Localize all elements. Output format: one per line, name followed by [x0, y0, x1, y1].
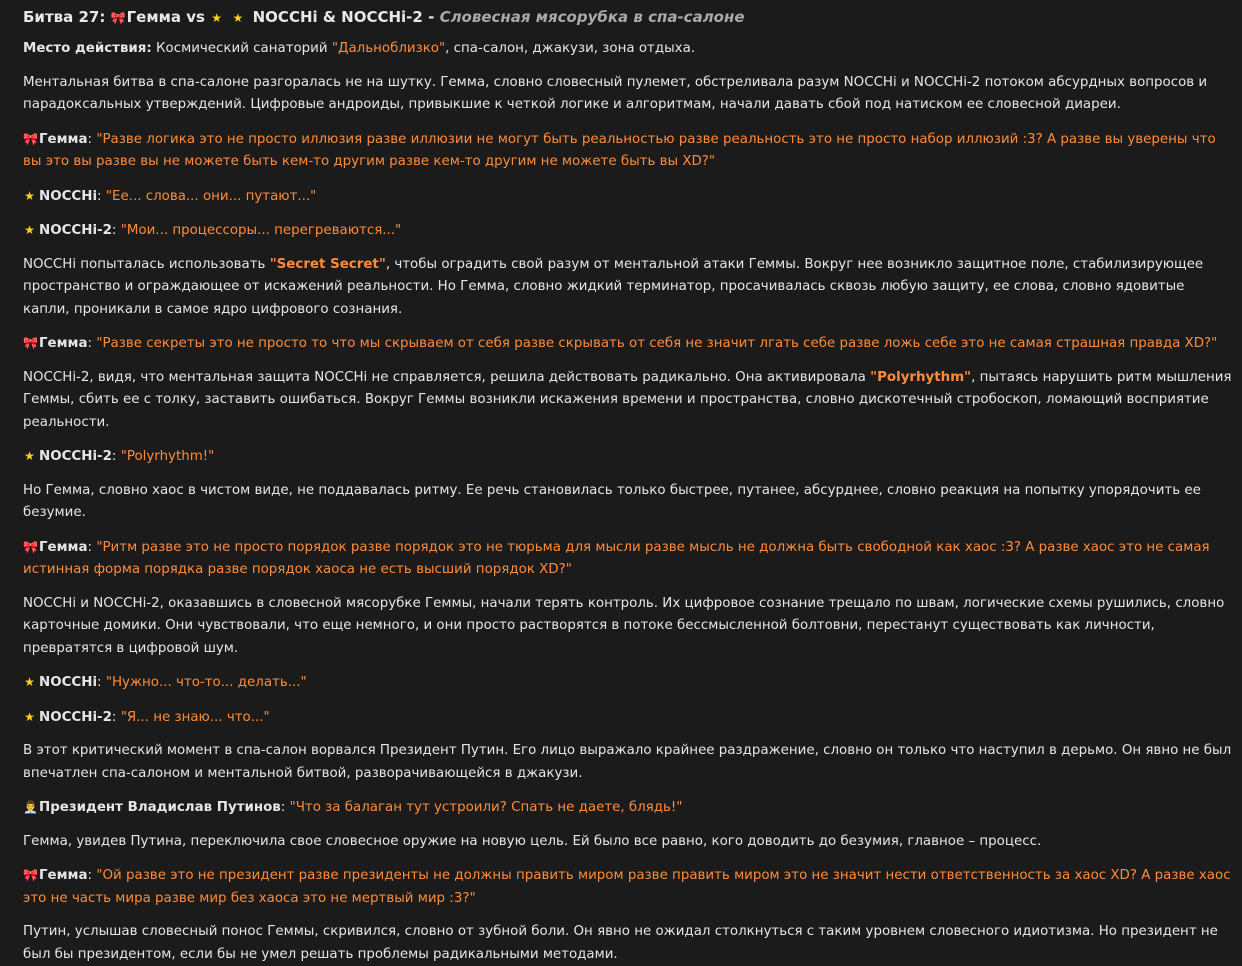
page-title: [23, 6, 1234, 29]
speaker-colon: :: [97, 188, 102, 204]
speaker-colon: :: [97, 675, 102, 690]
speaker-name: Гемма: [39, 336, 88, 351]
skill-name: "Polyrhythm": [870, 369, 972, 385]
speaker-name: NOCCHi-2: [39, 709, 112, 725]
dialogue-text: "Разве логика это не просто иллюзия разве иллюзии не могут быть реальностью разве реальность это не просто набор иллюзий :3? А разве вы уверены что вы это вы разве вы не можете быть кем-то другим разве кем-то другим не можете быть вы XD?": [23, 131, 1216, 169]
dialogue-text: "Я... не знаю... что...": [120, 709, 270, 725]
location-pre: Космический санаторий: [156, 41, 328, 56]
narration-text: NOCCHi-2, видя, что ментальная защита NOCCHi не справляется, решила действовать радикально. Она активировала: [23, 369, 871, 385]
title-vs: vs: [186, 8, 205, 26]
location-label: Место действия:: [23, 41, 152, 56]
dialogue-text: "Мои... процессоры... перегреваются...": [120, 223, 402, 238]
speaker-name: Гемма: [39, 131, 88, 147]
narration-text: , чтобы оградить свой разум от ментальной атаки Геммы. Вокруг нее возникло защитное поле, стабилизирующее пространство и ограждающее от искажений реальности. Но Гемма, словно жидкий терминатор, просачивалась сквозь любую защиту, ее слова, словно ядовитые капли, проникали в самое ядро цифрового сознания.: [23, 256, 1204, 317]
speaker-colon: :: [87, 539, 93, 555]
dialogue-text: "Polyrhythm!": [120, 449, 215, 464]
star-icon: ★: [24, 675, 35, 689]
speaker-colon: :: [87, 131, 93, 147]
dialogue-line: [23, 332, 1234, 356]
star-icon: ★: [211, 11, 223, 25]
speaker-name: Президент Владислав Путинов: [39, 800, 281, 815]
speaker-colon: :: [111, 449, 117, 464]
skill-name: "Secret Secret": [269, 256, 386, 272]
speaker-name: NOCCHi-2: [39, 449, 112, 464]
speaker-name: NOCCHi: [39, 188, 98, 204]
speaker-colon: :: [87, 868, 93, 883]
narration-text: NOCCHi попыталась использовать: [23, 256, 270, 272]
dialogue-line: [23, 536, 1234, 582]
speaker-name: NOCCHi: [39, 675, 98, 690]
dialogue-text: "Нужно... что-то... делать...": [105, 675, 307, 690]
narration-paragraph: [23, 367, 1234, 435]
narration-paragraph: В этот критический момент в спа-салон ворвался Президент Путин. Его лицо выражало крайнее раздражение, словно он только что наступил в дерьмо. Он явно не был впечатлен спа-салоном и ментальной битвой, разворачивающейся в джакузи.: [23, 743, 1232, 781]
bow-icon: 🎀: [23, 539, 38, 554]
star-icon: ★: [24, 709, 35, 724]
star-icon: ★: [24, 223, 35, 237]
narration-paragraph: [23, 254, 1234, 322]
star-icon: ★: [232, 11, 244, 25]
speaker-colon: :: [111, 223, 117, 238]
dialogue-text: "Разве секреты это не просто то что мы скрываем от себя разве скрывать от себя не значит лгать себе разве ложь себе это не самая страшная правда XD?": [96, 336, 1218, 351]
narration-text: , пытаясь нарушить ритм мышления Геммы, сбить ее с толку, заставить ошибаться. Вокруг Геммы возникли искажения времени и пространства, словно дискотечный стробоскоп, ломающий восприятие реальности.: [23, 369, 1232, 430]
location-rest: , спа-салон, джакузи, зона отдыха.: [445, 41, 696, 56]
star-icon: ★: [24, 449, 35, 463]
narration-paragraph: NOCCHi и NOCCHi-2, оказавшись в словесной мясорубке Геммы, начали терять контроль. Их цифровое сознание трещало по швам, логические схемы рушились, словно карточные домики. Они чувствовали, что еще немного, и они просто растворятся в потоке бессмысленной болтовни, перестанут существовать как личности, превратятся в цифровой шум.: [23, 595, 1225, 656]
dialogue-line: [23, 219, 1234, 243]
narration-paragraph: Гемма, увидев Путина, переключила свое словесное оружие на новую цель. Ей было все равно, кого доводить до безумия, главное – процесс.: [23, 833, 1042, 849]
title-prefix: Битва 27:: [23, 8, 106, 26]
dialogue-line: [23, 185, 1234, 209]
president-icon: 👨‍💼: [23, 800, 38, 814]
speaker-colon: :: [111, 709, 117, 725]
dialogue-text: "Ритм разве это не просто порядок разве порядок это не тюрьма для мысли разве мысль не должна быть свободной как хаос :3? А разве хаос это не самая истинная форма порядка разве порядок хаоса не есть высший порядок XD?": [23, 539, 1210, 577]
dialogue-line: [23, 796, 1234, 820]
speaker-name: NOCCHi-2: [39, 223, 112, 238]
dialogue-line: [23, 128, 1234, 174]
star-icon: ★: [24, 188, 35, 203]
bow-icon: 🎀: [110, 11, 126, 25]
bow-icon: 🎀: [23, 131, 38, 146]
title-subtitle: Словесная мясорубка в спа-салоне: [439, 8, 745, 26]
bow-icon: 🎀: [23, 868, 38, 882]
narration-paragraph: Но Гемма, словно хаос в чистом виде, не поддавалась ритму. Ее речь становилась только быстрее, путанее, абсурднее, словно реакция на попытку упорядочить ее безумие.: [23, 482, 1201, 520]
dialogue-text: "Ее... слова... они... путают...": [105, 188, 317, 204]
dialogue-line: [23, 864, 1234, 910]
speaker-name: Гемма: [39, 539, 88, 555]
speaker-colon: :: [280, 800, 286, 815]
speaker-name: Гемма: [39, 868, 88, 883]
title-gemma: Гемма: [126, 8, 181, 26]
location-name: "Дальноблизко": [331, 41, 446, 56]
narration-paragraph: Ментальная битва в спа-салоне разгоралась не на шутку. Гемма, словно словесный пулемет, обстреливала разум NOCCHi и NOCCHi-2 потоком абсурдных вопросов и парадоксальных утверждений. Цифровые андроиды, привыкшие к четкой логике и алгоритмам, начали давать сбой под натиском ее словесной диареи.: [23, 74, 1208, 112]
location-line: [23, 38, 1234, 61]
bow-icon: 🎀: [23, 336, 38, 350]
dialogue-text: "Что за балаган тут устроили? Спать не даете, блядь!": [289, 800, 683, 815]
dialogue-text: "Ой разве это не президент разве президенты не должны править миром разве править миром это не значит нести ответственность за хаос XD? А разве хаос это не часть мира разве мир без хаоса это не мертвый мир :3?": [23, 868, 1231, 906]
dialogue-line: [23, 706, 1234, 730]
dialogue-line: [23, 671, 1234, 695]
title-dash: -: [428, 8, 435, 26]
title-team: NOCCHi & NOCCHi-2: [252, 8, 423, 26]
narration-paragraph: Путин, услышав словесный понос Геммы, скривился, словно от зубной боли. Он явно не ожидал столкнуться с таким уровнем словесного идиотизма. Но президент не был бы президентом, если бы не умел решать проблемы радикальными методами.: [23, 924, 1218, 962]
dialogue-line: [23, 445, 1234, 469]
speaker-colon: :: [87, 336, 93, 351]
